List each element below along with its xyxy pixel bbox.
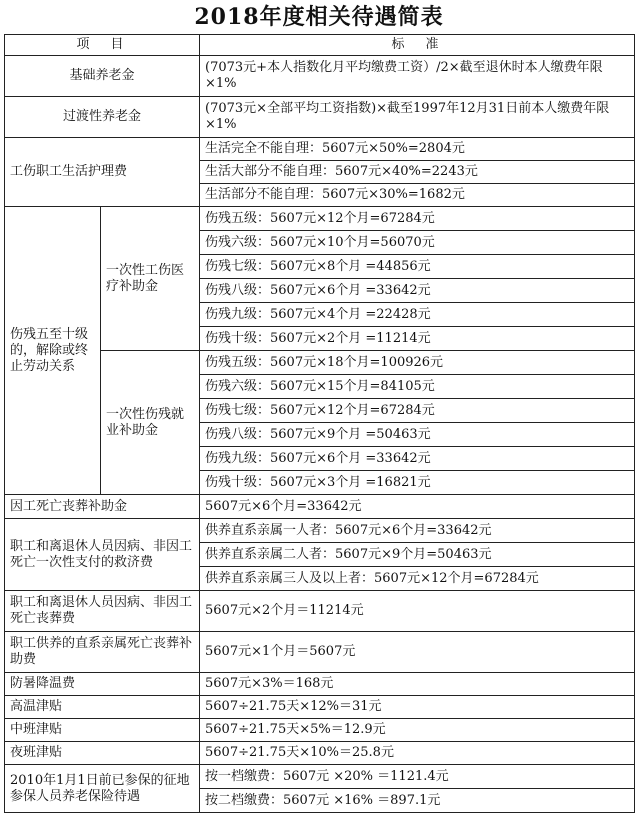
row-label: 职工供养的直系亲属死亡丧葬补助费 [5,632,200,673]
row-value: 5607÷21.75天×10%＝25.8元 [200,742,635,765]
header-standard: 标 准 [200,35,635,56]
row-value: 按一档缴费：5607元 ×20% ＝1121.4元 [200,765,635,789]
table-row [5,207,635,231]
table-row [5,138,635,161]
table-row [5,673,635,696]
medical-subsidy-label: 一次性工伤医疗补助金 [101,207,200,351]
table-row [5,719,635,742]
row-value: 5607÷21.75天×12%＝31元 [200,696,635,719]
row-value: 5607元×1个月＝5607元 [200,632,635,673]
table-row [5,97,635,138]
row-value: 伤残八级：5607元×6个月 =33642元 [200,279,635,303]
row-value: 供养直系亲属一人者：5607元×6个月=33642元 [200,519,635,543]
row-label: 过渡性养老金 [5,97,200,138]
row-label: 工伤职工生活护理费 [5,138,200,207]
row-value: 伤残九级：5607元×6个月 =33642元 [200,447,635,471]
table-row [5,519,635,543]
row-value: 伤残六级：5607元×15个月=84105元 [200,375,635,399]
row-label: 中班津贴 [5,719,200,742]
employment-subsidy-label: 一次性伤残就业补助金 [101,351,200,495]
row-label: 夜班津贴 [5,742,200,765]
benefits-table [4,34,635,813]
row-value: 伤残五级：5607元×18个月=100926元 [200,351,635,375]
table-row [5,765,635,789]
row-value: 5607元×2个月＝11214元 [200,591,635,632]
row-value: 生活完全不能自理：5607元×50%=2804元 [200,138,635,161]
row-value: 伤残十级：5607元×2个月 =11214元 [200,327,635,351]
row-value: 伤残七级：5607元×12个月=67284元 [200,399,635,423]
table-row [5,591,635,632]
row-label: 职工和离退休人员因病、非因工死亡丧葬费 [5,591,200,632]
table-row [5,495,635,519]
row-value: 供养直系亲属二人者：5607元×9个月=50463元 [200,543,635,567]
row-value: 5607÷21.75天×5%＝12.9元 [200,719,635,742]
row-label: 防暑降温费 [5,673,200,696]
row-label: 因工死亡丧葬补助金 [5,495,200,519]
row-label: 2010年1月1日前已参保的征地参保人员养老保险待遇 [5,765,200,813]
row-value: 伤残五级：5607元×12个月=67284元 [200,207,635,231]
row-value: 伤残十级：5607元×3个月 =16821元 [200,471,635,495]
table-row [5,742,635,765]
row-value: 5607元×6个月=33642元 [200,495,635,519]
row-value: 伤残九级：5607元×4个月 =22428元 [200,303,635,327]
row-label: 高温津贴 [5,696,200,719]
row-value: (7073元+本人指数化月平均缴费工资）/2×截至退休时本人缴费年限×1% [200,56,635,97]
row-value: 5607元×3%＝168元 [200,673,635,696]
row-value: (7073元×全部平均工资指数)×截至1997年12月31日前本人缴费年限×1% [200,97,635,138]
row-value: 供养直系亲属三人及以上者：5607元×12个月=67284元 [200,567,635,591]
row-value: 生活部分不能自理：5607元×30%=1682元 [200,184,635,207]
row-value: 生活大部分不能自理：5607元×40%=2243元 [200,161,635,184]
table-row [5,632,635,673]
row-label: 职工和离退休人员因病、非因工死亡一次性支付的救济费 [5,519,200,591]
table-row [5,696,635,719]
header-item: 项 目 [5,35,200,56]
disability-group-label: 伤残五至十级的，解除或终止劳动关系 [5,207,101,495]
table-row [5,56,635,97]
row-label: 基础养老金 [5,56,200,97]
row-value: 伤残七级：5607元×8个月 =44856元 [200,255,635,279]
table-header-row [5,35,635,56]
page-title: 2018年度相关待遇简表 [194,4,444,30]
row-value: 伤残八级：5607元×9个月 =50463元 [200,423,635,447]
row-value: 伤残六级：5607元×10个月=56070元 [200,231,635,255]
row-value: 按二档缴费：5607元 ×16% ＝897.1元 [200,789,635,813]
